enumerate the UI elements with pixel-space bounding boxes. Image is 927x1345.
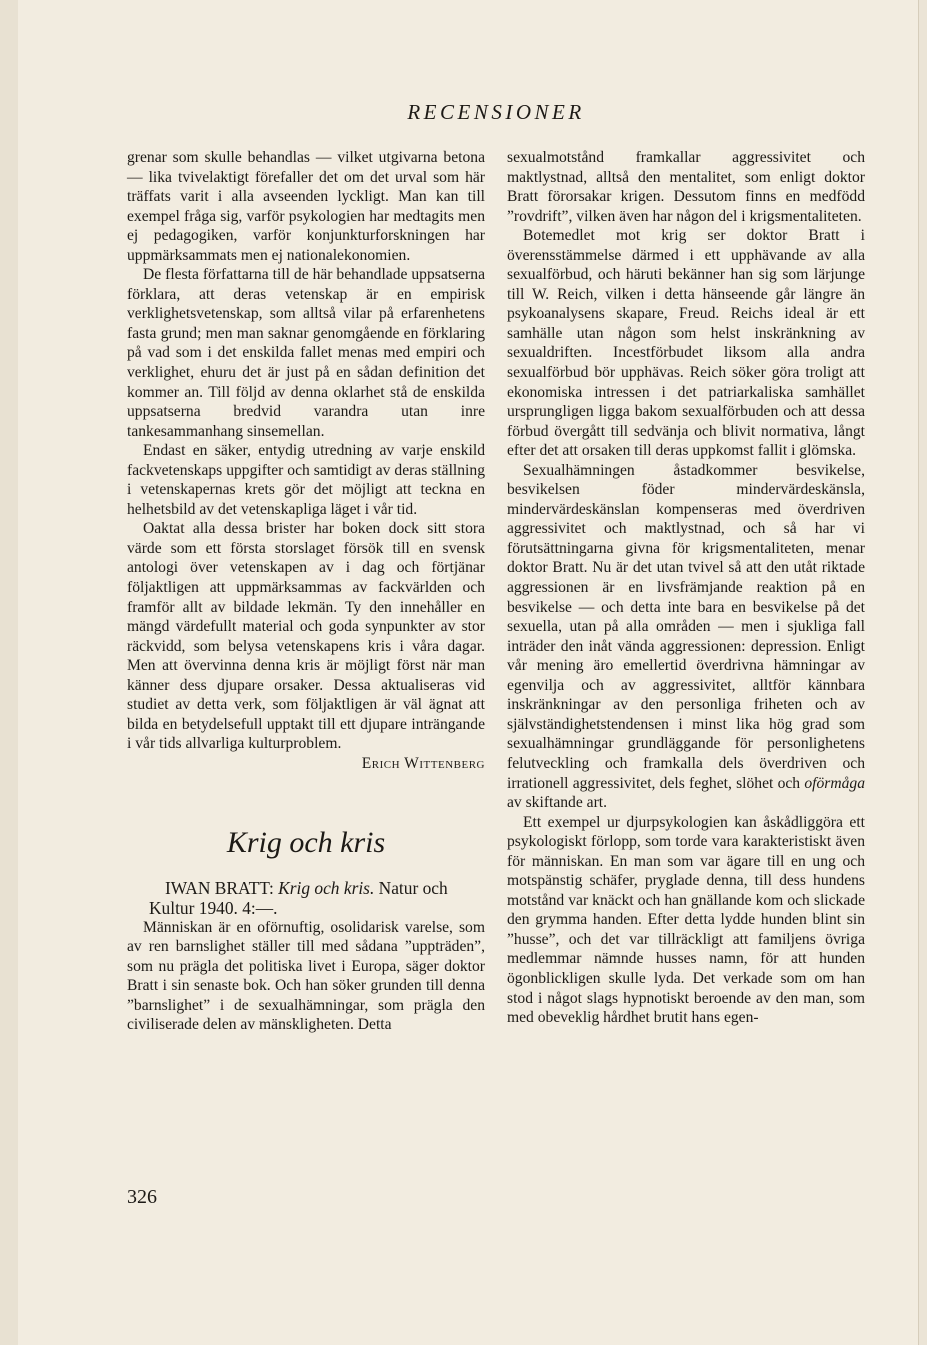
citation-publisher: Natur och Kultur 1940. 4:—. [149, 877, 448, 918]
page-edge-left [0, 0, 18, 1345]
review1-paragraph-3: Endast en säker, entydig utredning av varje enskild fackvetenskaps uppgifter och samtidigt av deras ställning i vetenskapernas krets gör det möjligt att teckna en helhetsbild av det vetenskapliga läget i vår tid. [127, 442, 485, 518]
review2-paragraph-4 [507, 461, 865, 813]
review2-paragraph-5: Ett exempel ur djurpsykologien kan åskådliggöra ett psykologiskt förlopp, som torde vara karakteristiskt även för människan. En man som var ägare till en ung och motspänstig schäfer, pryglade denna, till dess hundens motstånd var knäckt och han gnällande kom och slickade den grymma handen. Efter detta lydde hunden blint sin ”husse”, och det var tillräckligt att familjens övriga medlemmar nämnde husses namn, för att hunden ögonblickligen skulle lyda. Det verkade som om han stod i något slags hypnotiskt beroende av den man, som med obeveklig hårdhet brutit hans egen- [507, 813, 865, 1027]
page-edge-right [918, 0, 927, 1345]
right-column [507, 148, 865, 1028]
emphasis-phrase: oförmåga [804, 774, 865, 792]
review2-title: Krig och kris [226, 825, 386, 859]
paragraph-4-body: Sexualhämningen åstadkommer besvikelse, besvikelsen föder mindervärdeskänsla, mindervärdeskänslan kompenseras med överdriven aggressivitet och maktlystnad, och så har vi förutsättningarna givna för krigsmentaliteten, menar doktor Bratt. Nu är det utan tvivel så att den utåt riktade aggressionen är en livsfrämjande reaktion på en besvikelse — och detta inte bara en besvikelse på det sexuella, utan på alla områden — men i sjukliga fall inträder den inåt vända aggressionen: depression. Enligt vår mening äro emellertid överdrivna hämningar av egenvilja och av aggressivitet, alltför kännbara inskränkningar av den personliga friheten och av självständighetstendensen i minst lika hög grad som sexualhämningar grundläggande för personlighetens felutveckling och framkalla dels överdriven och irrationell aggressivitet, dels feghet, slöhet och [507, 461, 865, 792]
review1-paragraph-4: Oaktat alla dessa brister har boken dock sitt stora värde som ett första storslaget försök till en svensk antologi över vetenskapen av i dag och förtjänar följaktligen att uppmärksammas av fackvärlden och framför allt av bildade lekmän. Ty den innehåller en mängd värdefullt material och goda synpunkter av stor räckvidd, som belysa vetenskapens kris i våra dagar. Men att övervinna denna kris är möjligt först när man känner dess djupare orsaker. Dessa aktualiseras vid studiet av detta verk, som följaktligen är väl ägnat att bilda en betydelsefull upptakt till ett djupare inträngande i vår tids allvarliga kulturproblem. [127, 520, 485, 753]
citation-book-title: Krig och kris. [278, 877, 375, 898]
running-head: RECENSIONER [407, 100, 585, 124]
citation-author: IWAN BRATT: [165, 877, 274, 898]
review2-paragraph-3: Botemedlet mot krig ser doktor Bratt i överensstämmelse därmed i ett upphävande av alla sexualförbud, och häruti bekänner han sig som lärjunge till W. Reich, vilken i detta hänseende går längre än psykoanalysens skapare, Freud. Reichs ideal är ett samhälle utan någon som helst inskränkning av sexualdriften. Incestförbudet liksom alla andra sexualförbud bör upphävas. Reich söker göra troligt att ekonomiska intressen i det patriarkaliska samhället ursprungligen ligga bakom sexualförbuden och att dessa förbud övergått till sedvänja och blivit normativa, långt efter det att orsaken till deras uppkomst fallit i glömska. [507, 227, 865, 460]
review1-author-signature: Erich Wittenberg [361, 754, 485, 772]
review2-paragraph-2: sexualmotstånd framkallar aggressivitet och maktlystnad, alltså den mentalitet, som enligt doktor Bratt förorsakar krigen. Dessutom finns en medfödd ”rovdrift”, vilken även har någon del i krigsmentaliteten. [507, 149, 865, 225]
left-column [127, 148, 485, 1035]
page-number: 326 [127, 1186, 157, 1208]
emphasis-tail: av skiftande art. [507, 794, 608, 812]
review1-paragraph-2: De flesta författarna till de här behandlade uppsatserna förklara, att deras vetenskap är en empirisk verklighetsvetenskap, som alltså vilar på erfarenhetens fasta grund; men man saknar genomgående en förklaring på vad som i det enskilda fallet menas med empiri och verklighet, ehuru det är just på en sådan definition det kommer an. Till följd av denna oklarhet stå de enskilda uppsatserna bredvid varandra utan inre tankesammanhang sinsemellan. [127, 266, 485, 440]
review2-citation [127, 878, 485, 918]
review1-paragraph-1: grenar som skulle behandlas — vilket utgivarna betona — lika tvivelaktigt förefaller det om det urval som här träffats varit i alla avseenden lyckligt. Man kan till exempel fråga sig, varför psykologien har medtagits men ej pedagogiken, varför konjunkturforskningen har uppmärksammats men ej nationalekonomien. [127, 149, 485, 264]
review2-paragraph-1: Människan är en oförnuftig, osolidarisk varelse, som av ren barnslighet ställer till med sådana ”uppträden”, som nu prägla det politiska livet i Europa, säger doktor Bratt i sin senaste bok. Och han söker grunden till denna ”barnslighet” i de sexualhämningar, som prägla den civiliserade delen av mänskligheten. Detta [127, 918, 485, 1034]
